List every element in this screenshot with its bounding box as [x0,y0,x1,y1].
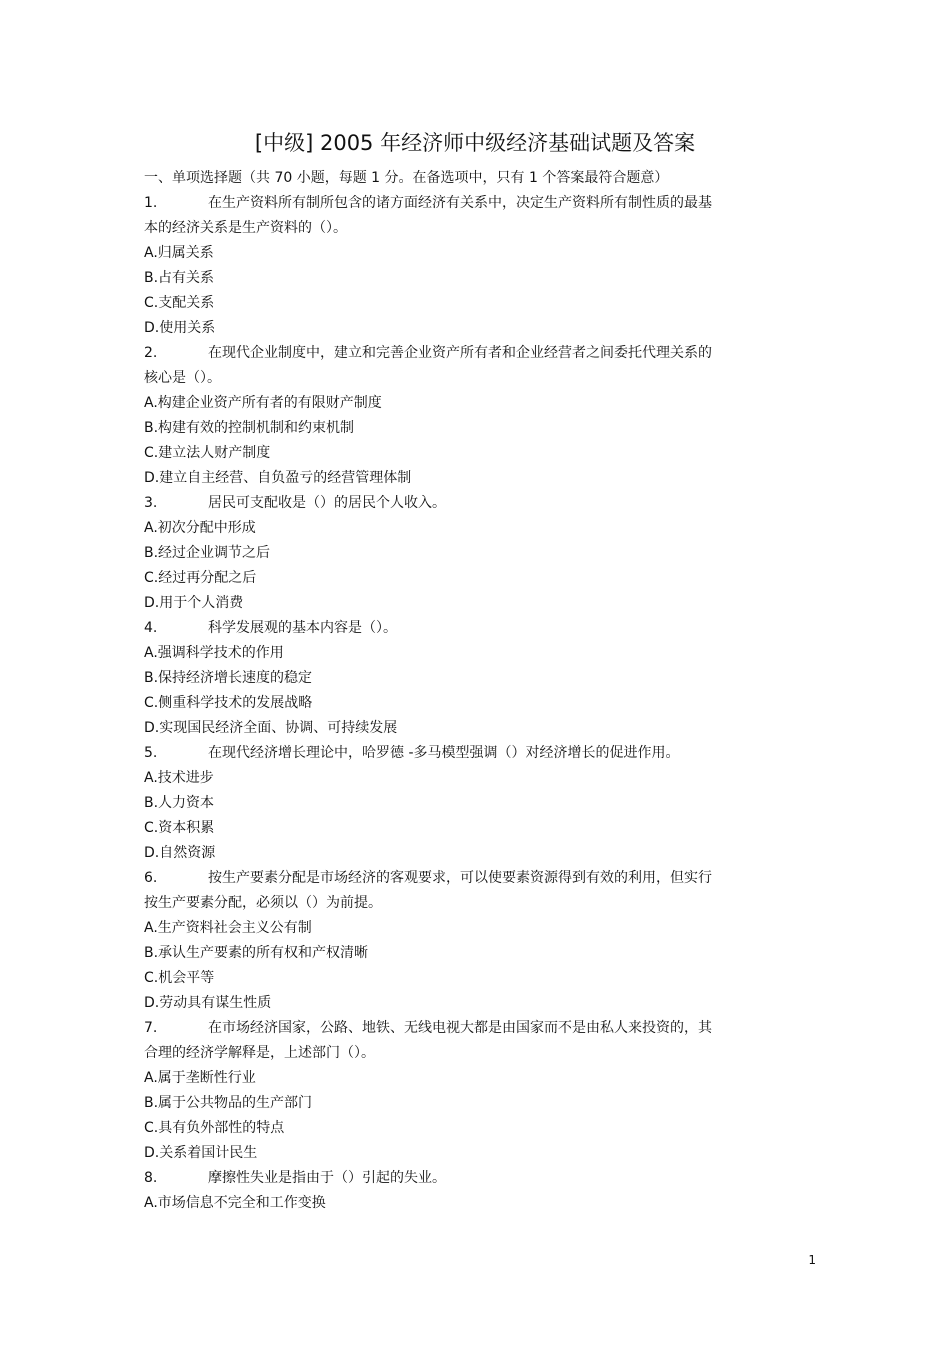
page-title: [中级] 2005 年经济师中级经济基础试题及答案 [254,131,696,155]
answer-option: C.侧重科学技术的发展战略 [144,695,313,711]
answer-option: A.生产资料社会主义公有制 [144,920,312,936]
answer-option: B.构建有效的控制机制和约束机制 [144,420,355,436]
question-stem [144,1016,804,1041]
question-text: 在现代经济增长理论中，哈罗德 -多马模型强调（）对经济增长的促进作用。 [208,745,680,761]
question-text: 科学发展观的基本内容是（）。 [208,620,397,636]
question-text: 在现代企业制度中，建立和完善企业资产所有者和企业经营者之间委托代理关系的 [208,345,712,361]
question-stem [144,191,804,216]
question-block [144,616,804,741]
answer-option: C.具有负外部性的特点 [144,1120,285,1136]
question-stem [144,491,804,516]
answer-option: C.资本积累 [144,820,215,836]
answer-option: A.技术进步 [144,770,214,786]
answer-option: D.实现国民经济全面、协调、可持续发展 [144,720,398,736]
question-stem-continued [144,216,804,241]
question-text: 本的经济关系是生产资料的（）。 [144,220,347,236]
answer-option: B.人力资本 [144,795,215,811]
question-number: 1. [144,195,158,211]
answer-option: A.强调科学技术的作用 [144,645,284,661]
answer-option: B.保持经济增长速度的稳定 [144,670,313,686]
answer-option: C.建立法人财产制度 [144,445,271,461]
question-stem-continued [144,1041,804,1066]
question-number: 2. [144,345,158,361]
question-stem [144,866,804,891]
answer-option: C.经过再分配之后 [144,570,257,586]
answer-option: D.使用关系 [144,320,216,336]
question-block [144,866,804,1016]
answer-option: C.机会平等 [144,970,215,986]
answer-option: B.承认生产要素的所有权和产权清晰 [144,945,369,961]
questions-container [144,191,804,1216]
question-number: 4. [144,620,158,636]
question-stem-continued [144,891,804,916]
question-list [144,166,804,1216]
question-number: 6. [144,870,158,886]
question-block [144,741,804,866]
question-stem [144,341,804,366]
question-stem-continued [144,366,804,391]
question-text: 居民可支配收是（）的居民个人收入。 [208,495,446,511]
question-stem [144,1166,804,1191]
question-text: 摩擦性失业是指由于（）引起的失业。 [208,1170,446,1186]
page-number: 1 [808,1253,816,1267]
answer-option: A.构建企业资产所有者的有限财产制度 [144,395,382,411]
question-block [144,1016,804,1166]
question-text: 在市场经济国家，公路、地铁、无线电视大都是由国家而不是由私人来投资的，其 [208,1020,712,1036]
question-text: 按生产要素分配是市场经济的客观要求，可以使要素资源得到有效的利用，但实行 [208,870,712,886]
question-block [144,491,804,616]
answer-option: B.经过企业调节之后 [144,545,271,561]
question-number: 7. [144,1020,158,1036]
answer-option: B.属于公共物品的生产部门 [144,1095,313,1111]
section-intro: 一、单项选择题（共 70 小题，每题 1 分。在备选项中，只有 1 个答案最符合题意） [144,170,669,186]
question-block [144,341,804,491]
answer-option: D.建立自主经营、自负盈亏的经营管理体制 [144,470,412,486]
question-text: 在生产资料所有制所包含的诸方面经济有关系中，决定生产资料所有制性质的最基 [208,195,712,211]
answer-option: D.自然资源 [144,845,216,861]
answer-option: B.占有关系 [144,270,215,286]
answer-option: A.初次分配中形成 [144,520,256,536]
question-block [144,191,804,341]
question-number: 8. [144,1170,158,1186]
question-block [144,1166,804,1216]
question-stem [144,741,804,766]
question-text: 按生产要素分配，必须以（）为前提。 [144,895,382,911]
answer-option: A.市场信息不完全和工作变换 [144,1195,326,1211]
answer-option: A.属于垄断性行业 [144,1070,256,1086]
question-number: 3. [144,495,158,511]
answer-option: C.支配关系 [144,295,215,311]
question-text: 核心是（）。 [144,370,221,386]
question-stem [144,616,804,641]
answer-option: D.关系着国计民生 [144,1145,258,1161]
answer-option: D.用于个人消费 [144,595,244,611]
answer-option: A.归属关系 [144,245,214,261]
question-number: 5. [144,745,158,761]
question-text: 合理的经济学解释是，上述部门（）。 [144,1045,375,1061]
answer-option: D.劳动具有谋生性质 [144,995,272,1011]
